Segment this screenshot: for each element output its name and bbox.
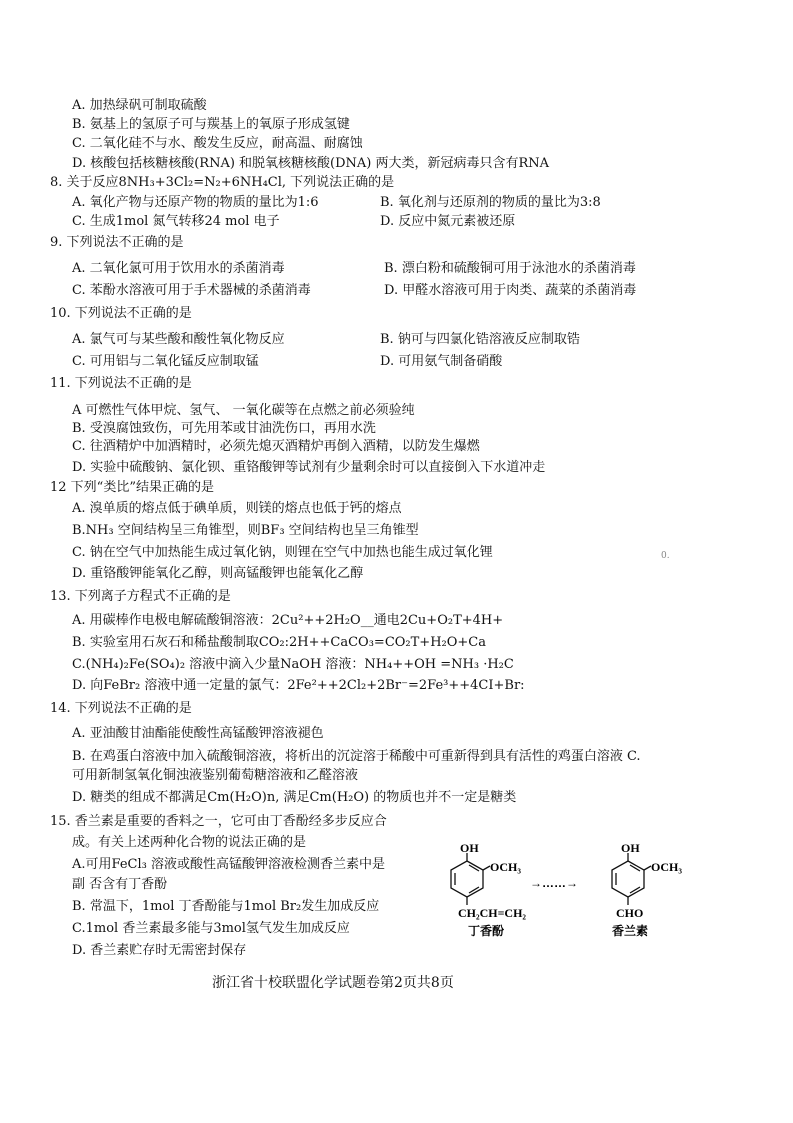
page-footer: 浙江省十校联盟化学试题卷第2页共8页: [212, 975, 454, 991]
q8-option-d: D. 反应中氮元素被还原: [380, 214, 516, 229]
q12-option-c: C. 钠在空气中加热能生成过氧化钠，则锂在空气中加热也能生成过氧化锂: [72, 545, 493, 560]
q10-option-d: D. 可用氨气制备硝酸: [380, 354, 503, 369]
q14-option-c: 可用新制氢氧化铜浊液鉴别葡萄糖溶液和乙醛溶液: [72, 768, 359, 783]
q11-option-b: B. 受溴腐蚀致伤，可先用苯或甘油洗伤口，再用水洗: [72, 421, 376, 436]
q14-option-b: B. 在鸡蛋白溶液中加入硫酸铜溶液，将析出的沉淀溶于稀酸中可重新得到具有活性的鸡蛋白溶液 C.: [72, 749, 641, 764]
q7-option-b: B. 氨基上的氢原子可与羰基上的氧原子形成氢键: [72, 117, 350, 132]
q11-option-d: D. 实验中硫酸钠、氯化钡、重铬酸钾等试剂有少量剩余时可以直接倒入下水道冲走: [72, 460, 546, 475]
vanillin-och3: OCH₃: [651, 860, 682, 874]
reaction-figure: [440, 843, 690, 953]
vanillin-oh: OH: [621, 843, 640, 855]
eugenol-structure: [451, 853, 490, 905]
q8-option-c: C. 生成1mol 氮气转移24 mol 电子: [72, 214, 280, 229]
q7-option-a: A. 加热绿矾可制取硫酸: [72, 98, 207, 113]
q10-stem: 10. 下列说法不正确的是: [50, 306, 192, 321]
q13-option-c: C.(NH₄)₂Fe(SO₄)₂ 溶液中滴入少量NaOH 溶液：NH₄++OH =NH₃ ·H₂C: [72, 657, 514, 672]
q9-option-b: B. 漂白粉和硫酸铜可用于泳池水的杀菌消毒: [384, 261, 636, 276]
q12-option-d: D. 重铬酸钾能氧化乙醇，则高锰酸钾也能氧化乙醇: [72, 566, 364, 581]
vanillin-structure: [612, 853, 651, 905]
q13-option-b: B. 实验室用石灰石和稀盐酸制取CO₂:2H++CaCO₃=CO₂T+H₂O+Ca: [72, 635, 486, 650]
q11-stem: 11. 下列说法不正确的是: [50, 376, 192, 391]
q8-option-b: B. 氧化剂与还原剂的物质的量比为3:8: [380, 195, 601, 210]
q10-option-a: A. 氯气可与某些酸和酸性氧化物反应: [72, 332, 285, 347]
reaction-arrow: →……→: [530, 876, 578, 890]
q13-option-a: A. 用碳棒作电极电解硫酸铜溶液：2Cu²++2H₂O__通电2Cu+O₂T+4H+: [72, 613, 504, 628]
vanillin-name: 香兰素: [612, 924, 649, 938]
q15-option-b: B. 常温下，1mol 丁香酚能与1mol Br₂发生加成反应: [72, 899, 380, 914]
reaction-svg: [440, 843, 690, 953]
eugenol-och3: OCH₃: [490, 860, 521, 874]
eugenol-oh: OH: [460, 843, 479, 855]
q11-option-c: C. 往酒精炉中加酒精时，必须先熄灭酒精炉再倒入酒精，以防发生爆燃: [72, 439, 480, 454]
q12-option-a: A. 溴单质的熔点低于碘单质，则镁的熔点也低于钙的熔点: [72, 501, 402, 516]
q9-option-a: A. 二氧化氯可用于饮用水的杀菌消毒: [72, 261, 285, 276]
q7-option-c: C. 二氧化硅不与水、酸发生反应，耐高温、耐腐蚀: [72, 136, 363, 151]
q9-option-d: D. 甲醛水溶液可用于肉类、蔬菜的杀菌消毒: [384, 283, 637, 298]
q15-option-c: C.1mol 香兰素最多能与3mol氢气发生加成反应: [72, 921, 350, 936]
q14-option-a: A. 亚油酸甘油酯能使酸性高锰酸钾溶液褪色: [72, 726, 324, 741]
q9-stem: 9. 下列说法不正确的是: [50, 235, 184, 250]
vanillin-cho: CHO: [616, 906, 644, 920]
eugenol-name: 丁香酚: [468, 924, 505, 938]
q10-option-c: C. 可用铝与二氧化锰反应制取锰: [72, 354, 259, 369]
q12-option-b: B.NH₃ 空间结构呈三角锥型，则BF₃ 空间结构也呈三角锥型: [72, 523, 419, 538]
q8-option-a: A. 氧化产物与还原产物的物质的量比为1:6: [72, 195, 319, 210]
q15-option-a-cont: 副 否含有丁香酚: [72, 877, 168, 892]
q8-stem: 8. 关于反应8NH₃+3Cl₂=N₂+6NH₄Cl, 下列说法正确的是: [50, 175, 395, 190]
q11-option-a: A 可燃性气体甲烷、氢气、 一氧化碳等在点燃之前必须验纯: [72, 403, 415, 418]
eugenol-chain: CH₂CH=CH₂: [458, 906, 527, 920]
q12-stem: 12 下列“类比”结果正确的是: [50, 480, 214, 495]
scan-speck: 0.: [661, 551, 670, 561]
q15-stem: 15. 香兰素是重要的香料之一，它可由丁香酚经多步反应合: [50, 814, 387, 829]
q7-option-d: D. 核酸包括核糖核酸(RNA) 和脱氧核糖核酸(DNA) 两大类，新冠病毒只含有RNA: [72, 156, 550, 171]
q13-stem: 13. 下列离子方程式不正确的是: [50, 589, 231, 604]
q15-stem-cont: 成。有关上述两种化合物的说法正确的是: [72, 835, 307, 850]
q15-option-d: D. 香兰素贮存时无需密封保存: [72, 943, 247, 958]
q9-option-c: C. 苯酚水溶液可用于手术器械的杀菌消毒: [72, 283, 311, 298]
q14-option-d: D. 糖类的组成不都满足Cm(H₂O)n, 满足Cm(H₂O) 的物质也并不一定是糖类: [72, 790, 517, 805]
q14-stem: 14. 下列说法不正确的是: [50, 701, 192, 716]
q15-option-a: A.可用FeCl₃ 溶液或酸性高锰酸钾溶液检测香兰素中是: [72, 857, 385, 872]
q10-option-b: B. 钠可与四氯化锆溶液反应制取锆: [380, 332, 580, 347]
q13-option-d: D. 向FeBr₂ 溶液中通一定量的氯气：2Fe²++2Cl₂+2Br⁻=2Fe³++4CI+Br:: [72, 678, 525, 693]
